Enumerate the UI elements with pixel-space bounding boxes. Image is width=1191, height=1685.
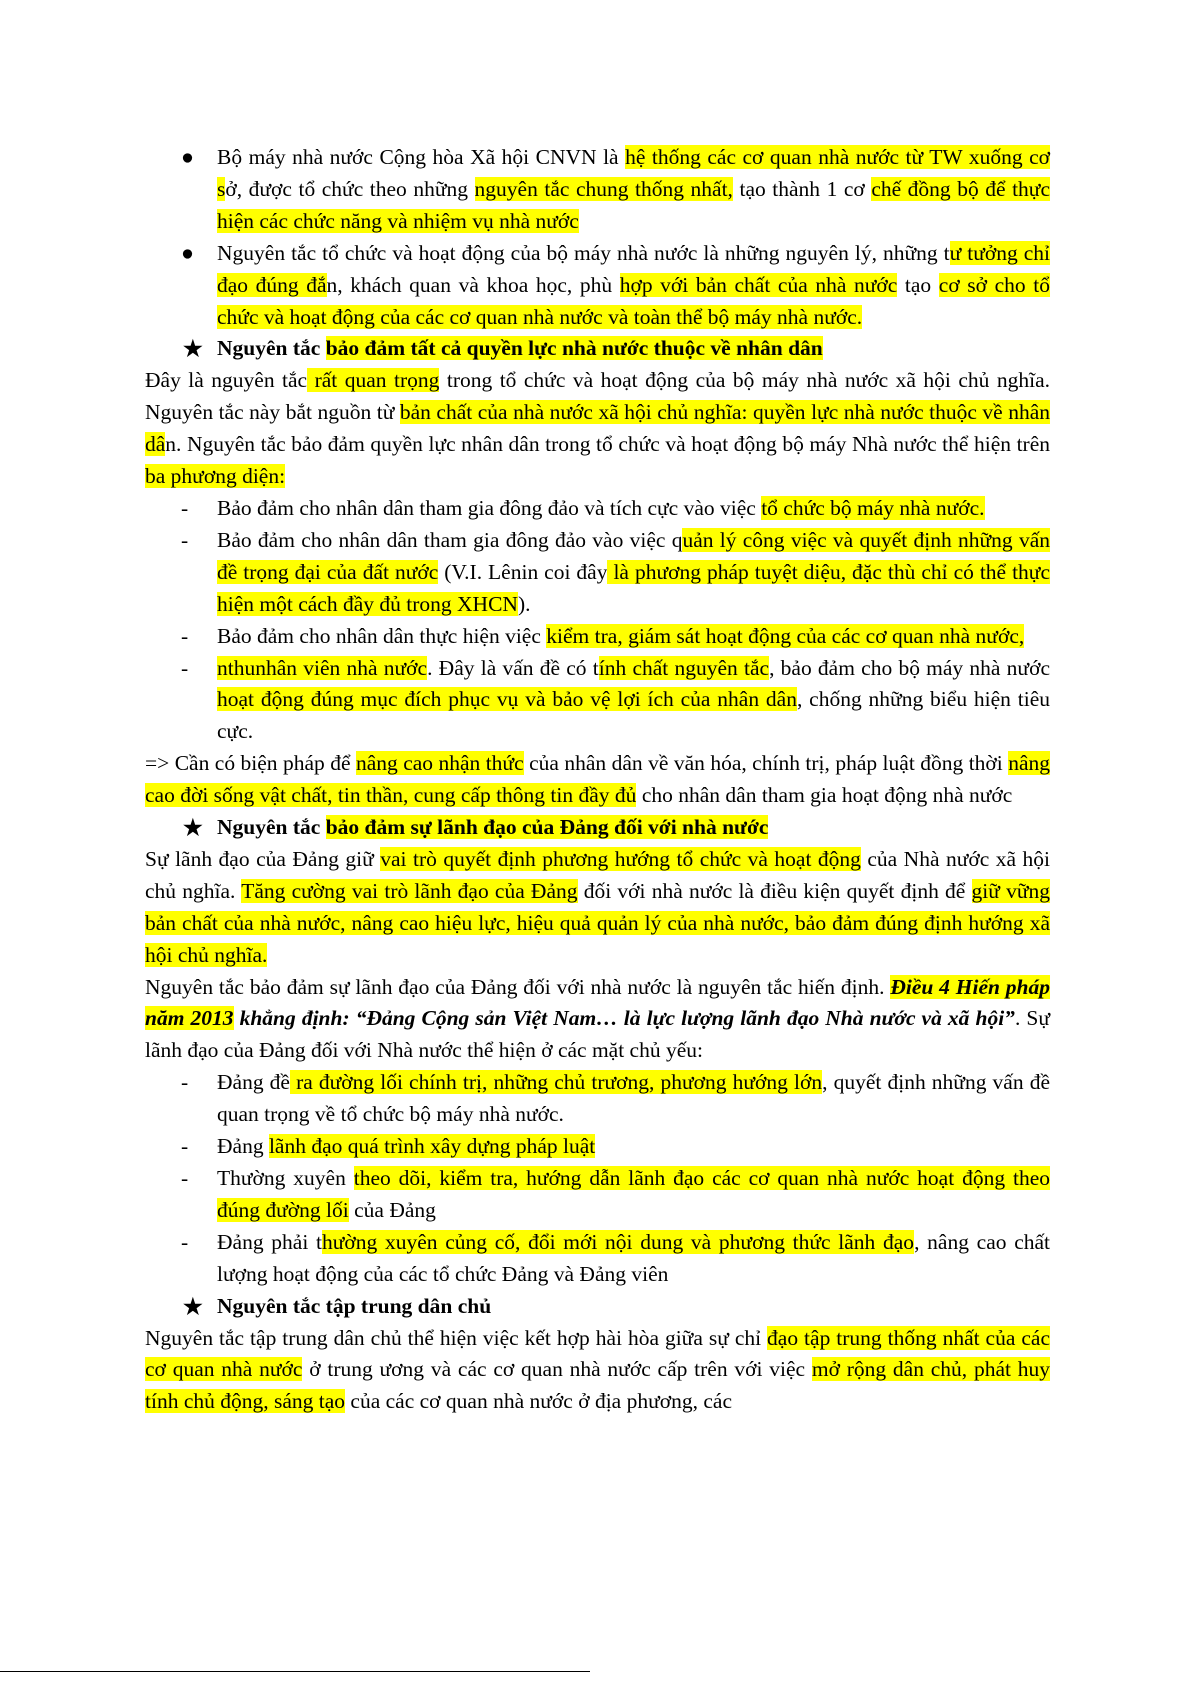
- highlighted-text: nâng cao nhận thức: [355, 751, 524, 776]
- text-run: , nâng cao chất lượng hoạt động của các tổ chức Đảng và Đảng viên: [217, 1229, 1050, 1286]
- dash-list-item: [145, 653, 1050, 749]
- text-run: , bảo đảm cho bộ máy nhà nước: [769, 655, 1050, 680]
- highlighted-text: ư tưởng chỉ đạo đúng đắ: [217, 240, 1050, 297]
- bullet-dot-icon: ●: [181, 145, 194, 169]
- text-run: trong tổ chức và hoạt động của bộ máy nhà nước xã hội chủ nghĩa. Nguyên tắc này bắt nguồn từ: [145, 368, 1050, 425]
- highlighted-text: hợp với bản chất của nhà nước: [619, 272, 898, 297]
- highlighted-text: lãnh đạo quá trình xây dựng pháp luật: [268, 1134, 596, 1159]
- text-run: (V.I. Lênin coi đây: [438, 559, 608, 584]
- dash-list-item: [145, 1163, 1050, 1227]
- text-run: cho nhân dân tham gia hoạt động nhà nước: [636, 783, 1013, 808]
- highlighted-text: Tăng cường vai trò lãnh đạo của Đảng: [241, 878, 578, 903]
- bullet-item: [145, 142, 1050, 238]
- highlighted-text: cơ sở cho tổ chức và hoạt động của các cơ quan nhà nước và toàn thể bộ máy nhà nước.: [217, 272, 1050, 329]
- dash-marker: -: [181, 1134, 189, 1159]
- text-run: . Đây là vấn đề có t: [427, 655, 599, 680]
- dash-list-item: [145, 525, 1050, 621]
- text-run: Nguyên tắc tập trung dân chủ thể hiện việc kết hợp hài hòa giữa sự chỉ: [145, 1325, 768, 1350]
- text-run: Bảo đảm cho nhân dân thực hiện việc: [217, 623, 547, 648]
- dash-marker: -: [181, 1166, 189, 1190]
- bullet-dot-icon: ●: [181, 240, 194, 265]
- paragraph: [145, 1323, 1050, 1419]
- text-run: đối với nhà nước là điều kiện quyết định để: [577, 878, 972, 903]
- dash-marker: -: [181, 495, 189, 520]
- text-run: Nguyên tắc: [217, 336, 326, 361]
- text-run: Bảo đảm cho nhân dân tham gia đông đảo và tích cực vào việc: [217, 495, 762, 520]
- paragraph: [145, 748, 1050, 812]
- highlighted-text: bản chất của nhà nước xã hội chủ nghĩa: quyền lực nhà nước thuộc về nhân dâ: [145, 400, 1050, 457]
- highlighted-text: rất quan trọng: [307, 368, 440, 393]
- text-run: Nguyên tắc tổ chức và hoạt động của bộ máy nhà nước là những nguyên lý, những t: [217, 240, 950, 265]
- text-run: Đảng đề: [217, 1070, 290, 1095]
- highlighted-text: chế đồng bộ để thực hiện các chức năng và nhiệm vụ nhà nước: [217, 176, 1050, 233]
- text-run: Nguyên tắc tập trung dân chủ: [217, 1293, 492, 1318]
- dash-marker: -: [181, 655, 189, 680]
- dash-marker: -: [181, 1070, 189, 1095]
- star-bullet-icon: ★: [183, 1293, 203, 1319]
- text-run: tạo thành 1 cơ: [732, 176, 872, 201]
- text-run: ở, được tổ chức theo những: [225, 176, 475, 201]
- highlighted-text: nâng cao đời sống vật chất, tin thần, cung cấp thông tin đầy đủ: [145, 751, 1050, 808]
- highlighted-text: hệ thống các cơ quan nhà nước từ TW xuống cơ s: [217, 145, 1050, 201]
- highlighted-text: bảo đảm sự lãnh đạo của Đảng đối với nhà nước: [325, 815, 769, 840]
- highlighted-text: là phương pháp tuyệt diệu, đặc thù chỉ có thể thực hiện một cách đầy đủ trong XHCN: [217, 559, 1051, 616]
- dash-list-item: [145, 1227, 1050, 1291]
- highlighted-text: ính chất nguyên tắc: [598, 655, 770, 680]
- dash-list-item: [145, 493, 1050, 525]
- text-run: Thường xuyên: [217, 1166, 354, 1190]
- highlighted-text: bảo đảm tất cả quyền lực nhà nước thuộc về nhân dân: [325, 336, 823, 361]
- text-run: của Đảng: [348, 1197, 436, 1222]
- highlighted-text: ra đường lối chính trị, những chủ trương, phương hướng lớn: [289, 1070, 823, 1095]
- text-run: của Nhà nước xã hội chủ nghĩa.: [145, 846, 1050, 903]
- text-run: Đây là nguyên tắc: [145, 368, 308, 393]
- text-run: của nhân dân về văn hóa, chính trị, pháp luật đồng thời: [523, 751, 1009, 776]
- text-run: ).: [517, 591, 531, 616]
- document-page: [145, 142, 1050, 1418]
- star-bullet-icon: ★: [183, 815, 203, 841]
- dash-list-item: [145, 1131, 1050, 1163]
- text-run: Bộ máy nhà nước Cộng hòa Xã hội CNVN là: [217, 145, 626, 169]
- text-run: Nguyên tắc bảo đảm sự lãnh đạo của Đảng đối với nhà nước là nguyên tắc hiến định.: [145, 974, 891, 999]
- highlighted-text: nguyên tắc chung thống nhất,: [474, 176, 733, 201]
- highlighted-text: hường xuyên củng cố, đổi mới nội dung và phương thức lãnh đạo: [321, 1229, 915, 1254]
- text-run: khẳng định: “Đảng Cộng sản Việt Nam… là lực lượng lãnh đạo Nhà nước và xã hội”: [233, 1006, 1015, 1031]
- dash-list-item: [145, 621, 1050, 653]
- text-run: Nguyên tắc: [217, 815, 326, 840]
- text-run: , quyết định những vấn đề quan trọng về tổ chức bộ máy nhà nước.: [217, 1070, 1050, 1127]
- text-run: Sự lãnh đạo của Đảng giữ: [145, 846, 381, 871]
- text-run: Đảng phải t: [217, 1229, 322, 1254]
- text-run: ở trung ương và các cơ quan nhà nước cấp trên với việc: [302, 1357, 812, 1382]
- highlighted-text: mở rộng dân chủ, phát huy tính chủ động, sáng tạo: [145, 1357, 1051, 1414]
- paragraph: [145, 844, 1050, 972]
- section-heading: [145, 333, 1050, 365]
- footnote-separator: [0, 1671, 590, 1672]
- text-run: => Cần có biện pháp để: [145, 751, 356, 776]
- star-bullet-icon: ★: [183, 336, 203, 362]
- highlighted-text: vai trò quyết định phương hướng tổ chức và hoạt động: [380, 846, 861, 871]
- highlighted-text: Điều 4 Hiến pháp năm 2013: [145, 974, 1051, 1031]
- paragraph: [145, 365, 1050, 493]
- highlighted-text: uản lý công việc và quyết định những vấn đề trọng đại của đất nước: [217, 527, 1050, 584]
- highlighted-text: kiểm tra, giám sát hoạt động của các cơ quan nhà nước,: [546, 623, 1025, 648]
- paragraph: [145, 972, 1050, 1068]
- highlighted-text: theo dõi, kiểm tra, hướng dẫn lãnh đạo các cơ quan nhà nước hoạt động theo đúng đường lối: [217, 1166, 1050, 1222]
- dash-marker: -: [181, 623, 189, 648]
- highlighted-text: nthunhân viên nhà nước: [217, 655, 428, 680]
- text-run: Bảo đảm cho nhân dân tham gia đông đảo vào việc q: [217, 527, 683, 552]
- section-heading: [145, 1291, 1050, 1323]
- highlighted-text: giữ vững bản chất của nhà nước, nâng cao hiệu lực, hiệu quả quản lý của nhà nước, bảo đảm đúng định hướng xã hội chủ nghĩa.: [145, 878, 1051, 967]
- text-run: của các cơ quan nhà nước ở địa phương, các: [345, 1389, 732, 1414]
- highlighted-text: hoạt động đúng mục đích phục vụ và bảo vệ lợi ích của nhân dân: [217, 687, 797, 712]
- highlighted-text: ba phương diện:: [145, 464, 286, 489]
- text-run: n. Nguyên tắc bảo đảm quyền lực nhân dân trong tổ chức và hoạt động bộ máy Nhà nước thể hiện trên: [165, 432, 1050, 457]
- text-run: Đảng: [217, 1134, 269, 1159]
- text-run: . Sự lãnh đạo của Đảng đối với Nhà nước thể hiện ở các mặt chủ yếu:: [145, 1006, 1050, 1063]
- dash-marker: -: [181, 1229, 189, 1254]
- dash-list-item: [145, 1067, 1050, 1131]
- text-run: tạo: [897, 272, 939, 297]
- bullet-item: [145, 238, 1050, 334]
- highlighted-text: đạo tập trung thống nhất của các cơ quan nhà nước: [145, 1325, 1050, 1382]
- highlighted-text: tổ chức bộ máy nhà nước.: [761, 495, 985, 520]
- section-heading: [145, 812, 1050, 844]
- text-run: , chống những biểu hiện tiêu cực.: [217, 687, 1051, 744]
- text-run: n, khách quan và khoa học, phù: [326, 272, 620, 297]
- dash-marker: -: [181, 527, 189, 552]
